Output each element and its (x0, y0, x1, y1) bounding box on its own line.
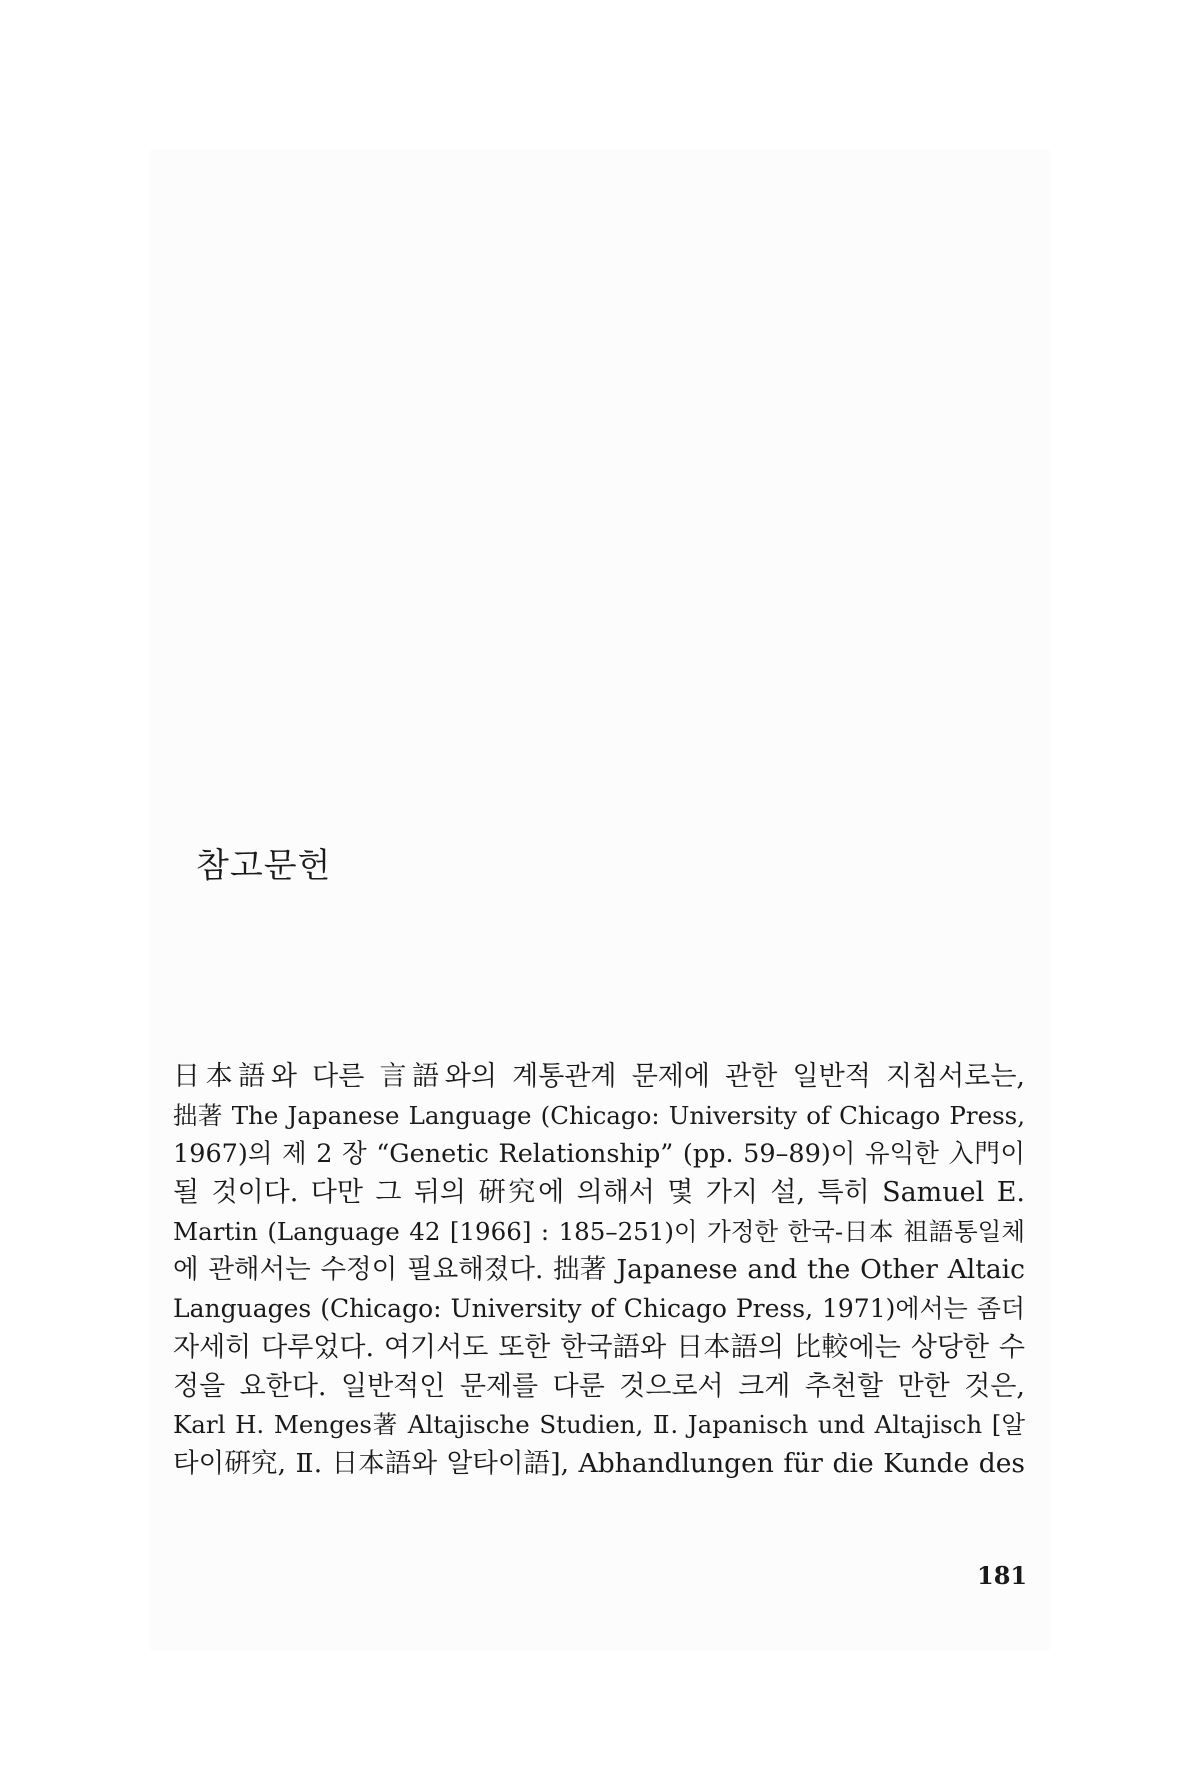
text-line: 拙著 The Japanese Language (Chicago: University of Chicago Press, (173, 1100, 1025, 1130)
page-number: 181 (977, 1561, 1028, 1590)
text-line: 정을 요한다. 일반적인 문제를 다룬 것으로서 크게 추천할 만한 것은, (173, 1370, 1025, 1402)
page-title: 참고문헌 (196, 846, 332, 886)
text-line: 자세히 다루었다. 여기서도 또한 한국語와 日本語의 比較에는 상당한 수 (173, 1331, 1025, 1363)
text-line: 에 관해서는 수정이 필요해졌다. 拙著 Japanese and the Other Altaic (173, 1254, 1025, 1286)
bibliography-paragraph (173, 1058, 1025, 1484)
text-line: 日本語와 다른 言語와의 계통관계 문제에 관한 일반적 지침서로는, (173, 1061, 1025, 1092)
text-line: 타이硏究, Ⅱ. 日本語와 알타이語], Abhandlungen für die Kunde des (173, 1447, 1025, 1479)
text-line: 1967)의 제 2 장 “Genetic Relationship” (pp. 59–89)이 유익한 入門이 (173, 1139, 1025, 1170)
text-line: 될 것이다. 다만 그 뒤의 硏究에 의해서 몇 가지 설, 특히 Samuel E. (173, 1177, 1025, 1209)
text-line: Martin (Language 42 [1966] : 185–251)이 가정한 한국-日本 祖語통일체 (173, 1216, 1025, 1246)
text-line: Languages (Chicago: University of Chicago Press, 1971)에서는 좀더 (173, 1294, 1026, 1324)
text-line: Karl H. Menges著 Altajische Studien, Ⅱ. Japanisch und Altajisch [알 (173, 1410, 1025, 1440)
